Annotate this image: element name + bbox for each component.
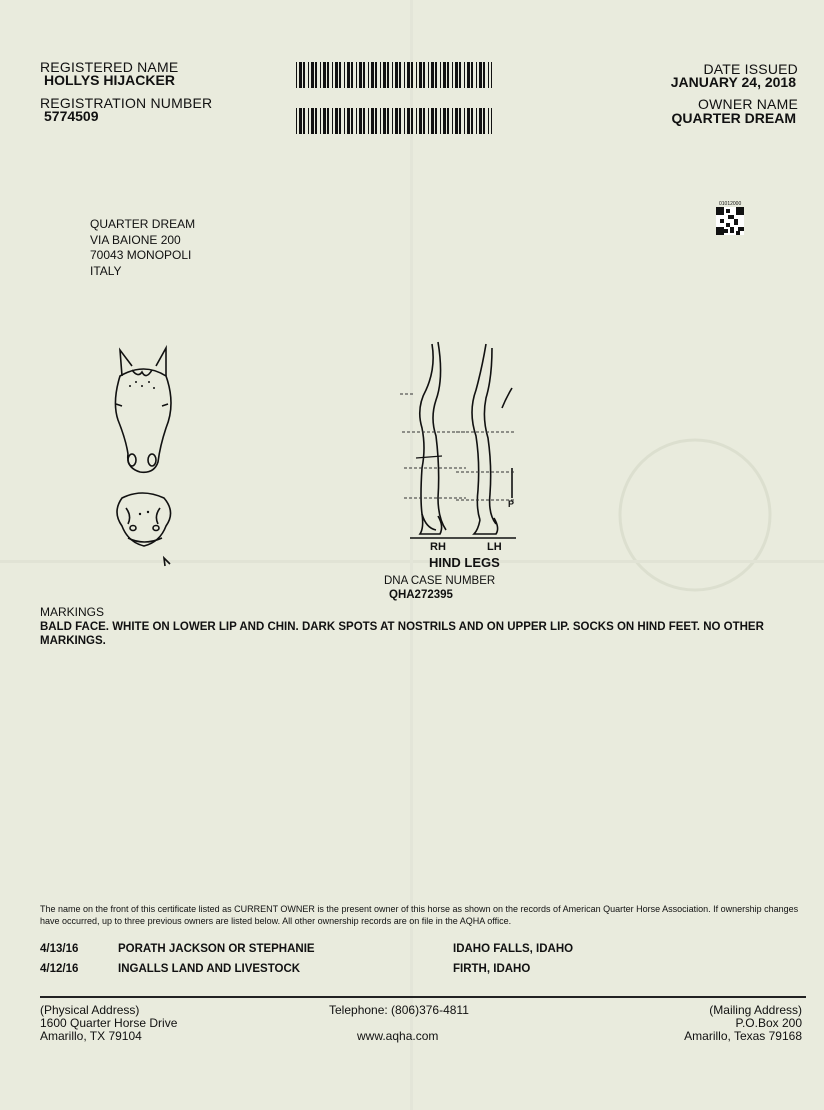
rh-label: RH xyxy=(430,541,446,553)
dna-case-label: DNA CASE NUMBER xyxy=(384,575,496,587)
mailing-address-label: (Mailing Address) xyxy=(709,1003,802,1017)
lh-label: LH xyxy=(487,541,502,553)
registered-name: HOLLYS HIJACKER xyxy=(44,72,175,88)
owner-name-entry: INGALLS LAND AND LIVESTOCK xyxy=(118,963,301,975)
legs-edge-label: P xyxy=(508,499,515,509)
physical-address-line: 1600 Quarter Horse Drive xyxy=(40,1016,178,1030)
mailing-address xyxy=(90,217,195,279)
mailing-line: VIA BAIONE 200 xyxy=(90,232,181,247)
dna-case-number: QHA272395 xyxy=(389,589,453,601)
mailing-address-footer xyxy=(684,1004,802,1043)
owner-location: IDAHO FALLS, IDAHO xyxy=(453,943,574,955)
physical-address-label: (Physical Address) xyxy=(40,1003,140,1017)
owner-name-entry: PORATH JACKSON OR STEPHANIE xyxy=(118,943,315,955)
owner-name-label: OWNER NAME xyxy=(698,96,798,112)
owner-name: QUARTER DREAM xyxy=(671,110,796,126)
owner-location: FIRTH, IDAHO xyxy=(453,963,531,975)
ownership-notice: The name on the front of this certificate listed as CURRENT OWNER is the present owner of this horse as shown on the records of American Quarter Horse Association. If ownership changes have occurred, up to three previous owners are listed below. All other ownership records are on file in the AQHA office. xyxy=(40,904,799,926)
mailing-address-line: Amarillo, Texas 79168 xyxy=(684,1029,802,1043)
owner-date: 4/13/16 xyxy=(40,943,79,955)
hind-legs-diagram xyxy=(396,338,518,548)
date-issued-label: DATE ISSUED xyxy=(703,61,798,77)
physical-address xyxy=(40,1004,177,1043)
mailing-line: QUARTER DREAM xyxy=(90,217,196,231)
telephone: Telephone: (806)376-4811 xyxy=(329,1003,469,1017)
qr-code-label: 01012000 xyxy=(719,201,742,207)
qr-code-icon xyxy=(716,207,744,235)
markings-text: BALD FACE. WHITE ON LOWER LIP AND CHIN. DARK SPOTS AT NOSTRILS AND ON UPPER LIP. SOCKS ON HIND FEET. NO OTHER MARKINGS. xyxy=(40,621,764,647)
owner-date: 4/12/16 xyxy=(40,963,79,975)
barcode-top xyxy=(296,62,492,88)
website-link[interactable]: www.aqha.com xyxy=(357,1029,439,1043)
barcode-bottom xyxy=(296,108,492,134)
physical-address-line: Amarillo, TX 79104 xyxy=(40,1029,142,1043)
date-issued: JANUARY 24, 2018 xyxy=(670,74,796,90)
footer-divider xyxy=(40,996,806,998)
mailing-address-line: P.O.Box 200 xyxy=(735,1016,802,1030)
registration-number-label: REGISTRATION NUMBER xyxy=(40,95,213,111)
mailing-line: 70043 MONOPOLI xyxy=(90,248,192,262)
horse-head-diagram xyxy=(104,342,184,578)
hind-legs-title: HIND LEGS xyxy=(429,555,500,570)
registration-number: 5774509 xyxy=(44,108,99,124)
registered-name-label: REGISTERED NAME xyxy=(40,59,179,75)
mailing-line: ITALY xyxy=(90,263,122,278)
markings-label: MARKINGS xyxy=(40,605,105,619)
